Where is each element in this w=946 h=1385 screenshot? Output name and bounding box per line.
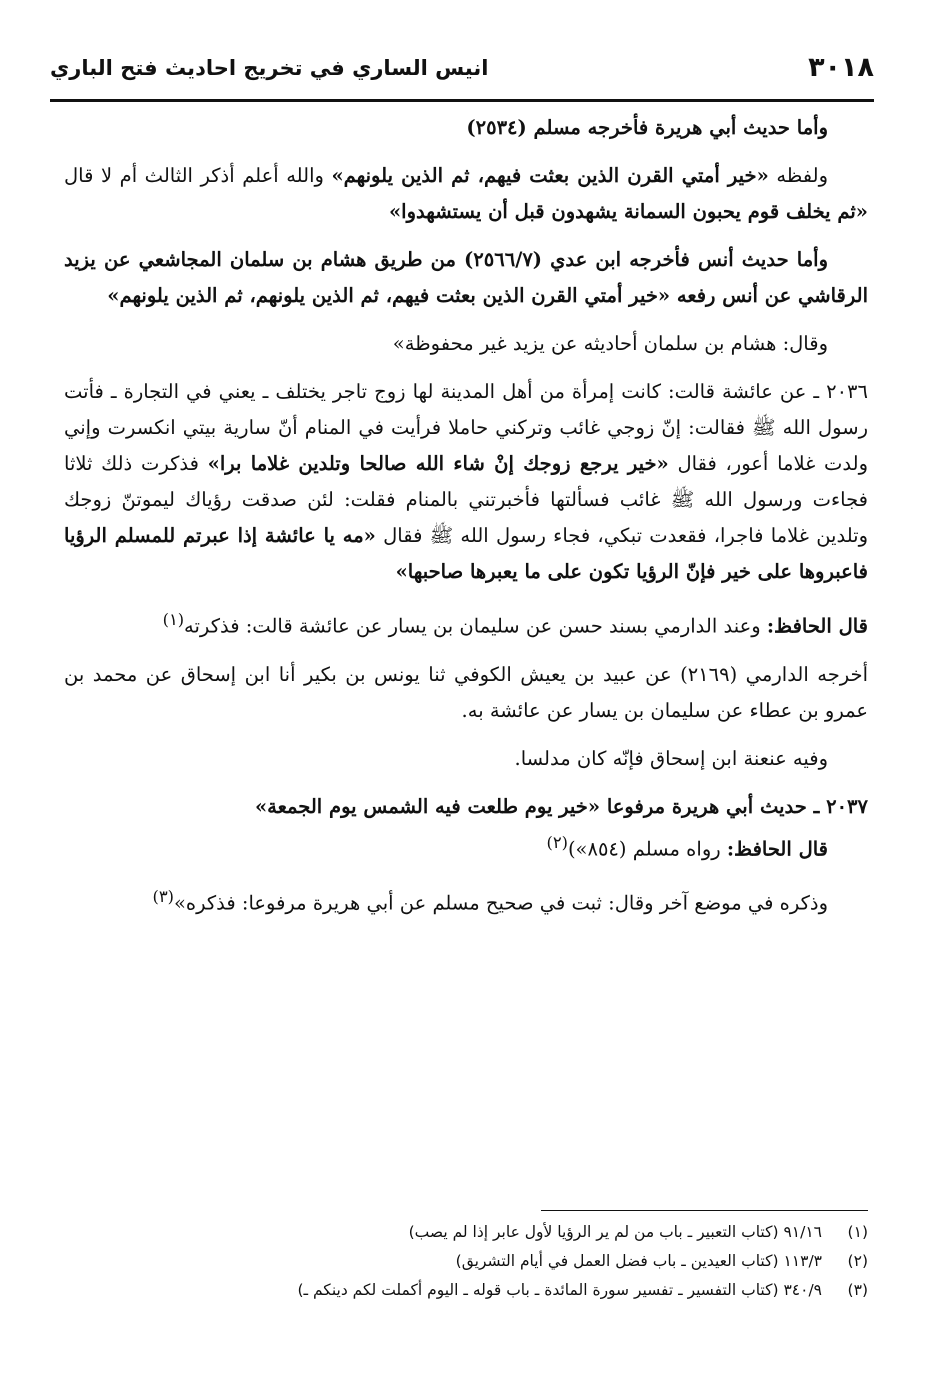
page-number: ٣٠١٨ <box>808 52 874 83</box>
footnote-3 <box>64 1276 868 1305</box>
hafiz-comment-1: قال الحافظ: وعند الدارمي بسند حسن عن سليمان بن يسار عن عائشة قالت: فذكرته$^{(١)}$ <box>162 610 868 638</box>
footnote-text: ١١٣/٣ (كتاب العيدين ـ باب فضل العمل في أيام التشريق) <box>455 1252 822 1270</box>
footnote-1 <box>64 1218 868 1247</box>
paragraph-darimi: أخرجه الدارمي (٢١٦٩) عن عبيد بن يعيش الكوفي ثنا يونس بن بكير أنا ابن إسحاق عن محمد بن عمرو بن عطاء عن سليمان بن يسار عن عائشة به. <box>64 662 869 722</box>
book-title: انيس الساري في تخريج احاديث فتح الباري <box>50 56 489 80</box>
footnote-number: (٢) <box>847 1252 868 1270</box>
footnote-ref-3[interactable]: (٣) <box>152 887 174 906</box>
footnote-text: ٣٤٠/٩ (كتاب التفسير ـ تفسير سورة المائدة ـ باب قوله ـ اليوم أكملت لكم دينكم ـ) <box>297 1281 822 1299</box>
footnote-separator <box>541 1210 868 1211</box>
running-header <box>50 52 874 96</box>
footnote-number: (١) <box>847 1223 868 1241</box>
hadith-2036: ٢٠٣٦ ـ عن عائشة قالت: كانت إمرأة من أهل المدينة لها زوج تاجر يختلف ـ يعني في التجارة ـ فأتت رسول الله ﷺ فقالت: إنّ زوجي غائب وتركني حاملا فرأيت في المنام أنّ سارية بيتي انكسرت وإني ولدت غلاما أعور، فقال «خير يرجع زوجك إنْ شاء الله صالحا وتلدين غلاما برا» فذكرت ذلك ثلاثا فجاءت ورسول الله ﷺ غائب فسألتها فأخبرتني بالمنام فقلت: لئن صدقت رؤياك ليموتنّ زوجك وتلدين غلاما فاجرا، فقعدت تبكي، فجاء رسول الله ﷺ فقال «مه يا عائشة إذا عبرتم للمسلم الرؤيا فاعبروها على خير فإنّ الرؤيا تكون على ما يعبرها صاحبها» <box>64 380 868 583</box>
main-text <box>64 102 868 922</box>
paragraph-hisham: وقال: هشام بن سلمان أحاديثه عن يزيد غير محفوظة» <box>392 332 828 355</box>
hafiz-comment-2: قال الحافظ: رواه مسلم (٨٥٤»)$^{(٢)}$ <box>546 832 828 860</box>
footnote-ref-2[interactable]: (٢) <box>546 832 568 852</box>
paragraph-another-place: وذكره في موضع آخر وقال: ثبت في صحيح مسلم عن أبي هريرة مرفوعا: فذكره»$^{(٣)}$ <box>152 887 828 915</box>
footnote-number: (٣) <box>847 1281 868 1299</box>
footnote-ref-1[interactable]: (١) <box>162 610 185 629</box>
footnote-2 <box>64 1247 868 1276</box>
paragraph-ibn-ishaq: وفيه عنعنة ابن إسحاق فإنّه كان مدلسا. <box>514 746 828 770</box>
footnotes <box>64 1218 868 1305</box>
paragraph-wording: ولفظه «خير أمتي القرن الذين بعثت فيهم، ثم الذين يلونهم» والله أعلم أذكر الثالث أم لا قال «ثم يخلف قوم يحبون السمانة يشهدون قبل أن يستشهدوا» <box>64 164 868 223</box>
hadith-2037: ٢٠٣٧ ـ حديث أبي هريرة مرفوعا «خير يوم طلعت فيه الشمس يوم الجمعة» <box>254 794 868 818</box>
paragraph-anas: وأما حديث أنس فأخرجه ابن عدي (٢٥٦٦/٧) من طريق هشام بن سلمان المجاشعي عن يزيد الرقاشي عن أنس رفعه «خير أمتي القرن الذين بعثت فيهم، ثم الذين يلونهم، ثم الذين يلونهم» <box>64 248 868 307</box>
footnote-text: ٩١/١٦ (كتاب التعبير ـ باب من لم ير الرؤيا لأول عابر إذا لم يصب) <box>408 1223 822 1241</box>
paragraph-abu-hurayra: وأما حديث أبي هريرة فأخرجه مسلم (٢٥٣٤) <box>466 116 828 139</box>
